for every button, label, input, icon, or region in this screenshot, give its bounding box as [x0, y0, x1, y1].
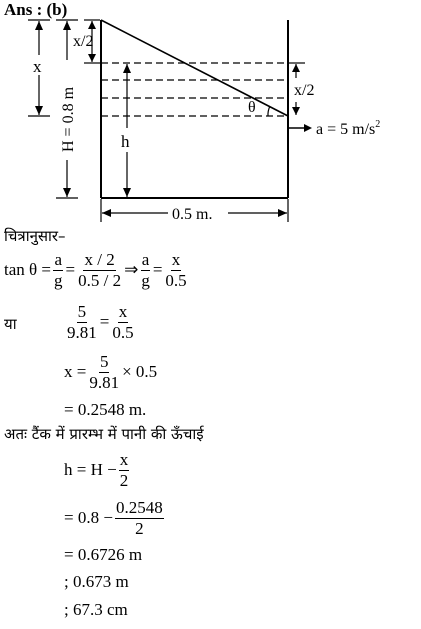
- equation-ratio: $\frac{5}{9.81}$ = $\frac{x}{0.5}$: [67, 302, 134, 342]
- label-acceleration: a = 5 $m/s^2$: [316, 119, 381, 138]
- equation-x: x = $\frac{5}{9.81}$ × 0.5: [64, 352, 158, 392]
- eq1-frac-x-half: $\frac{x / 2}{0.5 / 2}$: [78, 250, 122, 290]
- label-h: h: [121, 132, 130, 151]
- eq1-frac-x-05: $\frac{x}{0.5}$: [165, 250, 187, 290]
- equation-h-substituted: = 0.8 − $\frac{0.2548}{2}$: [64, 498, 163, 538]
- inclined-water-surface: [101, 20, 288, 116]
- result-h-1: = 0.6726 m: [64, 545, 143, 564]
- eq2-frac-x-05: $\frac{x}{0.5}$: [112, 302, 134, 342]
- equation-h: h = H − $\frac{x}{2}$: [64, 450, 129, 490]
- equation-tan-theta: tan θ = $\frac{a}{g}$ = $\frac{x / 2}{0.5 / 2}$ ⇒ $\frac{a}{g}$ = $\frac{x}{0.5}$: [4, 250, 187, 290]
- eq1-frac-a-g: $\frac{a}{g}$: [54, 250, 63, 290]
- label-theta: θ: [248, 99, 256, 116]
- label-x-half-right: x/2: [294, 82, 315, 99]
- answer-heading: Ans : (b): [4, 0, 68, 19]
- theta-arc: [268, 106, 270, 116]
- result-h-3: ; 67.3 cm: [64, 600, 128, 619]
- label-H: H = 0.8 m: [60, 86, 77, 152]
- text-or: या: [4, 315, 17, 333]
- tank-diagram: [0, 0, 421, 230]
- eq3-frac: $\frac{5}{9.81}$: [89, 352, 120, 392]
- eq5-frac: $\frac{x}{2}$: [119, 450, 129, 490]
- eq2-frac-5-981: $\frac{5}{9.81}$: [67, 302, 97, 342]
- eq1-lhs: tan θ =: [4, 260, 51, 280]
- tank-outline: [101, 20, 288, 198]
- text-as-per-figure: चित्रानुसार–: [4, 227, 66, 245]
- label-width: 0.5 m.: [172, 206, 213, 223]
- implies-arrow: ⇒: [124, 260, 139, 280]
- eq6-frac: $\frac{0.2548}{2}$: [115, 498, 163, 538]
- label-x: x: [33, 57, 42, 76]
- eq1-frac-a-g-2: $\frac{a}{g}$: [141, 250, 150, 290]
- label-x-half-top: x/2: [73, 33, 94, 50]
- text-initial-height: अतः टैंक में प्रारम्भ में पानी की ऊँचाई: [4, 425, 204, 443]
- result-x: = 0.2548 m.: [64, 400, 147, 419]
- result-h-2: ; 0.673 m: [64, 572, 129, 591]
